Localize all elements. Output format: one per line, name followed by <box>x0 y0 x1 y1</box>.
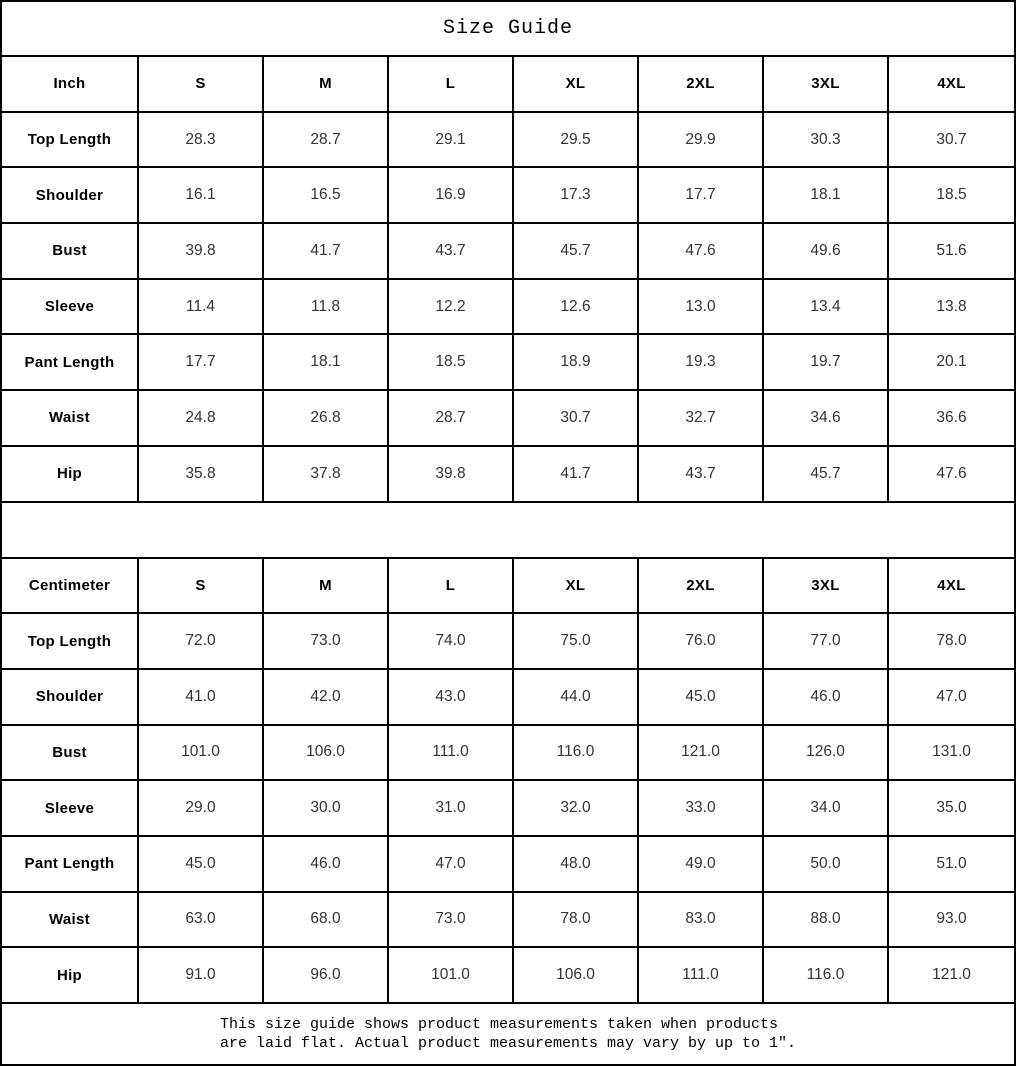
row-label-cell: Hip <box>2 447 139 503</box>
row-label-cell: Hip <box>2 948 139 1004</box>
measurement-value-cell: 39.8 <box>389 447 514 503</box>
row-label-cell: Sleeve <box>2 280 139 336</box>
footer-line-2: are laid flat. Actual product measurements may vary by up to 1″. <box>219 1035 797 1052</box>
measurement-value-cell: 51.6 <box>889 224 1014 280</box>
row-label-cell: Shoulder <box>2 168 139 224</box>
measurement-value-cell: 30.7 <box>889 113 1014 169</box>
measurement-value-cell: 29.9 <box>639 113 764 169</box>
table-spacer <box>2 503 1014 559</box>
measurement-value-cell: 39.8 <box>139 224 264 280</box>
measurement-value-cell: 30.3 <box>764 113 889 169</box>
size-header-cell: 3XL <box>764 559 889 615</box>
measurement-value-cell: 35.0 <box>889 781 1014 837</box>
measurement-value-cell: 47.6 <box>639 224 764 280</box>
size-header-cell: 3XL <box>764 57 889 113</box>
measurement-value-cell: 116.0 <box>514 726 639 782</box>
measurement-value-cell: 30.7 <box>514 391 639 447</box>
measurement-value-cell: 11.4 <box>139 280 264 336</box>
measurement-value-cell: 47.6 <box>889 447 1014 503</box>
measurement-value-cell: 50.0 <box>764 837 889 893</box>
measurement-value-cell: 41.0 <box>139 670 264 726</box>
measurement-value-cell: 73.0 <box>264 614 389 670</box>
row-label-cell: Waist <box>2 893 139 949</box>
measurement-value-cell: 116.0 <box>764 948 889 1004</box>
unit-header-cell: Inch <box>2 57 139 113</box>
measurement-value-cell: 121.0 <box>889 948 1014 1004</box>
size-header-cell: 4XL <box>889 57 1014 113</box>
measurement-value-cell: 13.4 <box>764 280 889 336</box>
measurement-value-cell: 17.7 <box>139 335 264 391</box>
measurement-value-cell: 31.0 <box>389 781 514 837</box>
measurement-value-cell: 47.0 <box>389 837 514 893</box>
measurement-value-cell: 111.0 <box>639 948 764 1004</box>
measurement-value-cell: 42.0 <box>264 670 389 726</box>
measurement-value-cell: 96.0 <box>264 948 389 1004</box>
measurement-value-cell: 16.1 <box>139 168 264 224</box>
measurement-value-cell: 34.0 <box>764 781 889 837</box>
measurement-value-cell: 29.0 <box>139 781 264 837</box>
size-header-cell: XL <box>514 559 639 615</box>
row-label-cell: Sleeve <box>2 781 139 837</box>
size-header-cell: S <box>139 559 264 615</box>
measurement-value-cell: 78.0 <box>514 893 639 949</box>
measurement-value-cell: 18.5 <box>889 168 1014 224</box>
measurement-value-cell: 44.0 <box>514 670 639 726</box>
measurement-value-cell: 16.5 <box>264 168 389 224</box>
page-title: Size Guide <box>442 17 574 40</box>
measurement-value-cell: 91.0 <box>139 948 264 1004</box>
measurement-value-cell: 45.7 <box>514 224 639 280</box>
measurement-value-cell: 106.0 <box>264 726 389 782</box>
measurement-value-cell: 26.8 <box>264 391 389 447</box>
measurement-value-cell: 17.7 <box>639 168 764 224</box>
unit-header-cell: Centimeter <box>2 559 139 615</box>
size-header-cell: S <box>139 57 264 113</box>
measurement-value-cell: 16.9 <box>389 168 514 224</box>
row-label-cell: Top Length <box>2 614 139 670</box>
measurement-value-cell: 41.7 <box>264 224 389 280</box>
measurement-value-cell: 24.8 <box>139 391 264 447</box>
measurement-value-cell: 18.9 <box>514 335 639 391</box>
measurement-value-cell: 101.0 <box>139 726 264 782</box>
measurement-value-cell: 45.0 <box>139 837 264 893</box>
measurement-value-cell: 18.1 <box>264 335 389 391</box>
size-header-cell: XL <box>514 57 639 113</box>
measurement-value-cell: 18.1 <box>764 168 889 224</box>
row-label-cell: Pant Length <box>2 335 139 391</box>
measurement-value-cell: 29.5 <box>514 113 639 169</box>
measurement-value-cell: 28.7 <box>389 391 514 447</box>
measurement-value-cell: 35.8 <box>139 447 264 503</box>
measurement-value-cell: 17.3 <box>514 168 639 224</box>
measurement-value-cell: 73.0 <box>389 893 514 949</box>
size-header-cell: 2XL <box>639 57 764 113</box>
size-header-cell: 4XL <box>889 559 1014 615</box>
measurement-value-cell: 19.3 <box>639 335 764 391</box>
row-label-cell: Shoulder <box>2 670 139 726</box>
measurement-value-cell: 77.0 <box>764 614 889 670</box>
row-label-cell: Pant Length <box>2 837 139 893</box>
size-header-cell: M <box>264 559 389 615</box>
measurement-value-cell: 30.0 <box>264 781 389 837</box>
measurement-value-cell: 126.0 <box>764 726 889 782</box>
measurement-value-cell: 76.0 <box>639 614 764 670</box>
size-header-cell: 2XL <box>639 559 764 615</box>
measurement-value-cell: 63.0 <box>139 893 264 949</box>
centimeter-size-table <box>2 559 1014 1005</box>
measurement-value-cell: 68.0 <box>264 893 389 949</box>
measurement-value-cell: 45.0 <box>639 670 764 726</box>
measurement-value-cell: 12.6 <box>514 280 639 336</box>
measurement-value-cell: 33.0 <box>639 781 764 837</box>
measurement-value-cell: 19.7 <box>764 335 889 391</box>
measurement-value-cell: 12.2 <box>389 280 514 336</box>
measurement-value-cell: 18.5 <box>389 335 514 391</box>
measurement-value-cell: 41.7 <box>514 447 639 503</box>
measurement-value-cell: 83.0 <box>639 893 764 949</box>
measurement-value-cell: 13.0 <box>639 280 764 336</box>
row-label-cell: Bust <box>2 224 139 280</box>
measurement-value-cell: 43.7 <box>639 447 764 503</box>
measurement-value-cell: 32.0 <box>514 781 639 837</box>
measurement-value-cell: 37.8 <box>264 447 389 503</box>
footer-line-1: This size guide shows product measurements taken when products <box>219 1016 779 1033</box>
measurement-value-cell: 20.1 <box>889 335 1014 391</box>
measurement-value-cell: 72.0 <box>139 614 264 670</box>
measurement-value-cell: 131.0 <box>889 726 1014 782</box>
measurement-value-cell: 74.0 <box>389 614 514 670</box>
measurement-value-cell: 47.0 <box>889 670 1014 726</box>
row-label-cell: Bust <box>2 726 139 782</box>
measurement-value-cell: 11.8 <box>264 280 389 336</box>
measurement-value-cell: 106.0 <box>514 948 639 1004</box>
measurement-value-cell: 28.3 <box>139 113 264 169</box>
measurement-value-cell: 46.0 <box>264 837 389 893</box>
measurement-value-cell: 32.7 <box>639 391 764 447</box>
measurement-value-cell: 45.7 <box>764 447 889 503</box>
measurement-value-cell: 49.6 <box>764 224 889 280</box>
measurement-value-cell: 121.0 <box>639 726 764 782</box>
measurement-value-cell: 111.0 <box>389 726 514 782</box>
measurement-value-cell: 46.0 <box>764 670 889 726</box>
measurement-value-cell: 75.0 <box>514 614 639 670</box>
measurement-value-cell: 28.7 <box>264 113 389 169</box>
measurement-value-cell: 48.0 <box>514 837 639 893</box>
row-label-cell: Waist <box>2 391 139 447</box>
footer-note-text <box>220 1015 796 1053</box>
measurement-value-cell: 13.8 <box>889 280 1014 336</box>
row-label-cell: Top Length <box>2 113 139 169</box>
measurement-value-cell: 78.0 <box>889 614 1014 670</box>
measurement-value-cell: 93.0 <box>889 893 1014 949</box>
title-bar <box>2 2 1014 57</box>
measurement-value-cell: 88.0 <box>764 893 889 949</box>
measurement-value-cell: 34.6 <box>764 391 889 447</box>
size-header-cell: L <box>389 559 514 615</box>
measurement-value-cell: 43.0 <box>389 670 514 726</box>
measurement-value-cell: 43.7 <box>389 224 514 280</box>
measurement-value-cell: 36.6 <box>889 391 1014 447</box>
footer-note <box>2 1004 1014 1064</box>
measurement-value-cell: 101.0 <box>389 948 514 1004</box>
measurement-value-cell: 51.0 <box>889 837 1014 893</box>
inch-size-table <box>2 57 1014 503</box>
size-header-cell: L <box>389 57 514 113</box>
size-header-cell: M <box>264 57 389 113</box>
measurement-value-cell: 49.0 <box>639 837 764 893</box>
measurement-value-cell: 29.1 <box>389 113 514 169</box>
